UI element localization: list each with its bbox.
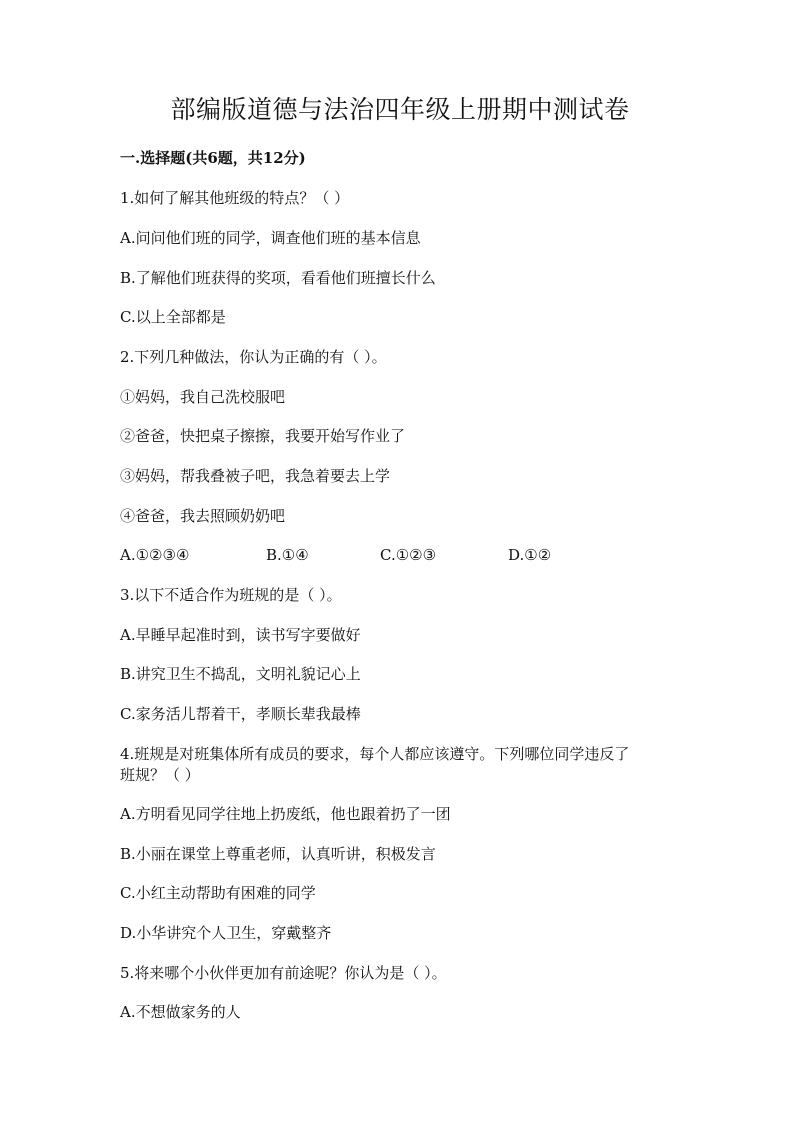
question-3-option-b: B.讲究卫生不捣乱，文明礼貌记心上 [120, 665, 361, 683]
question-2-options [120, 544, 680, 566]
question-1-option-a: A.问问他们班的同学，调查他们班的基本信息 [120, 229, 421, 247]
question-4-stem-line-1: 4.班规是对班集体所有成员的要求，每个人都应该遵守。下列哪位同学违反了 [120, 745, 630, 763]
question-2-statement-3: ③妈妈，帮我叠被子吧，我急着要去上学 [120, 467, 391, 485]
question-2-option-d: D.①② [508, 546, 552, 564]
question-2-statement-1: ①妈妈，我自己洗校服吧 [120, 388, 286, 406]
question-2-stem: 2.下列几种做法，你认为正确的有（ ）。 [120, 348, 387, 366]
page-title: 部编版道德与法治四年级上册期中测试卷 [170, 95, 630, 124]
question-2-option-c: C.①②③ [380, 546, 437, 564]
question-3-option-c: C.家务活儿帮着干，孝顺长辈我最棒 [120, 705, 361, 723]
question-4-option-b: B.小丽在课堂上尊重老师，认真听讲，积极发言 [120, 845, 436, 863]
question-2-statement-2: ②爸爸，快把桌子擦擦，我要开始写作业了 [120, 427, 406, 445]
question-2-option-b: B.①④ [266, 546, 309, 564]
question-1-option-b: B.了解他们班获得的奖项，看看他们班擅长什么 [120, 269, 436, 287]
question-3-stem: 3.以下不适合作为班规的是（ ）。 [120, 586, 342, 604]
question-4-stem-line-2: 班规？（ ） [120, 766, 200, 784]
question-2-option-a: A.①②③④ [120, 546, 190, 564]
question-2-statement-4: ④爸爸，我去照顾奶奶吧 [120, 507, 286, 525]
section-heading: 一.选择题(共6题，共12分) [120, 149, 306, 167]
question-3-option-a: A.早睡早起准时到，读书写字要做好 [120, 626, 361, 644]
question-4-option-a: A.方明看见同学往地上扔废纸，他也跟着扔了一团 [120, 805, 451, 823]
question-4-option-d: D.小华讲究个人卫生，穿戴整齐 [120, 924, 332, 942]
question-1-option-c: C.以上全部都是 [120, 308, 226, 326]
question-5-option-a: A.不想做家务的人 [120, 1003, 241, 1021]
question-4-option-c: C.小红主动帮助有困难的同学 [120, 884, 316, 902]
question-1-stem: 1.如何了解其他班级的特点？（ ） [120, 189, 350, 207]
question-5-stem: 5.将来哪个小伙伴更加有前途呢？你认为是（ ）。 [120, 964, 447, 982]
